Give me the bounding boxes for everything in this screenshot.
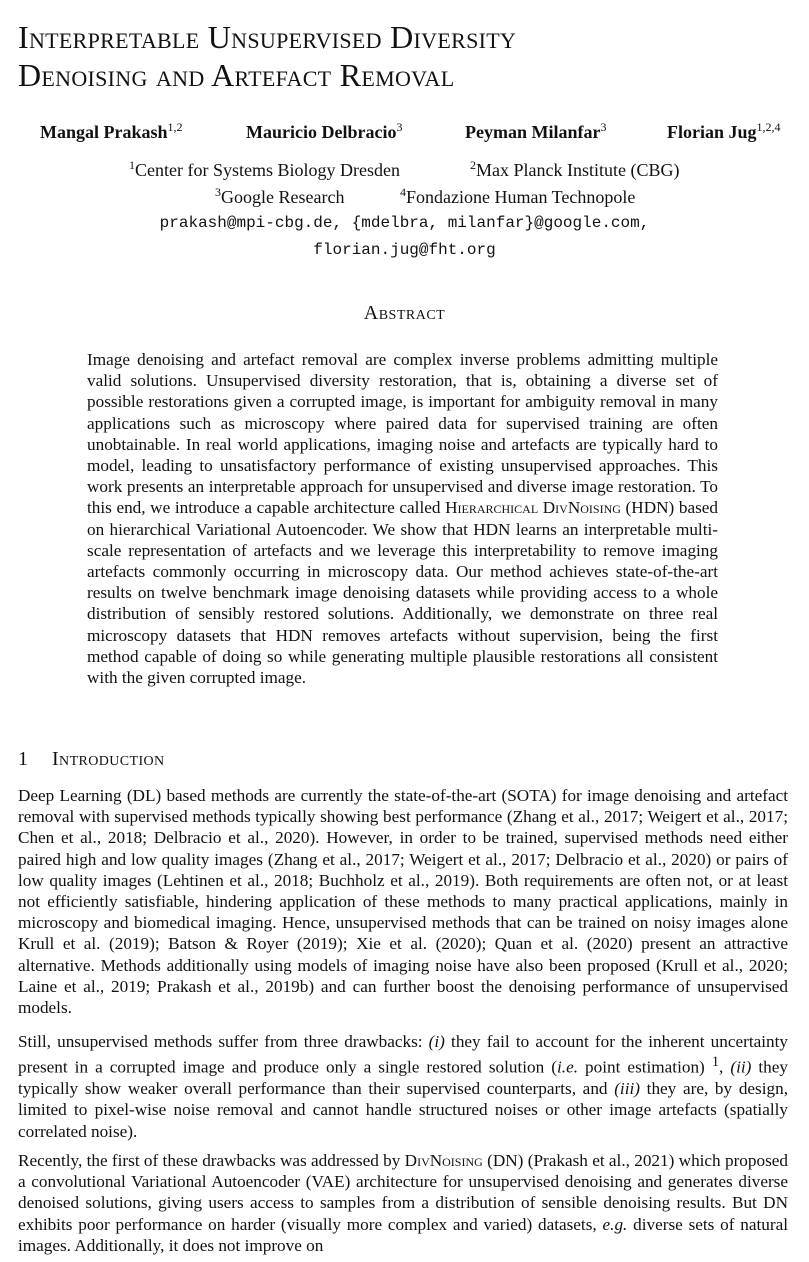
author-emails	[0, 210, 809, 264]
text-run: diverse sets of natural images. Additionally, it does not improve on	[18, 1214, 789, 1255]
author	[465, 120, 606, 143]
author-name: Peyman Milanfar	[465, 122, 601, 142]
affiliation-name: Google Research	[221, 187, 345, 207]
text-run: they fail to account for the inherent uncertainty present in a corrupted image and produce only a single restored solution (	[18, 1032, 788, 1077]
text-run: Still, unsupervised methods suffer from three drawbacks:	[18, 1032, 429, 1051]
intro-paragraph-3	[18, 1150, 788, 1256]
text-run: Recently, the first of these drawbacks was addressed by	[18, 1151, 405, 1170]
italic-abbreviation: i.e.	[557, 1057, 578, 1077]
intro-paragraph-2	[18, 1031, 788, 1142]
author-affiliation-marker: 1,2	[167, 120, 183, 134]
section-number: 1	[18, 748, 28, 770]
email-line-1: prakash@mpi-cbg.de, {mdelbra, milanfar}@google.com,	[159, 214, 650, 232]
author-affiliation-marker: 1,2,4	[756, 120, 781, 134]
affiliation	[400, 185, 635, 208]
text-run: point estimation)	[578, 1057, 712, 1077]
author	[667, 120, 781, 143]
affiliation	[129, 158, 400, 181]
text-run: (DN) (Prakash et al., 2021) which proposed a convolutional Variational Autoencoder (VAE) architecture for unsupervised denoising and generates diverse denoised solutions, giving users access to samples from a distribution of sensible denoising results. But DN exhibits poor performance on harder (visually more complex and varied) datasets,	[18, 1151, 788, 1234]
math-marker: (iii)	[614, 1079, 640, 1099]
author-affiliation-marker: 3	[396, 120, 403, 134]
affiliation-name: Max Planck Institute (CBG)	[476, 160, 680, 180]
text-run: they typically show weaker overall performance than their supervised counterparts, and	[18, 1057, 789, 1099]
affiliation-marker: 3	[215, 185, 221, 199]
italic-abbreviation: e.g.	[602, 1214, 628, 1234]
abstract-text	[87, 349, 718, 688]
affiliation-name: Fondazione Human Technopole	[406, 187, 636, 207]
affiliation	[470, 158, 679, 181]
affiliation-marker: 2	[470, 158, 476, 172]
math-marker: (ii)	[730, 1057, 752, 1077]
author-list	[40, 120, 800, 144]
intro-paragraph-1: Deep Learning (DL) based methods are currently the state-of-the-art (SOTA) for image denoising and artefact removal with supervised methods typically showing best performance (Zhang et al., 2017; Weigert et al., 2017; Chen et al., 2018; Delbracio et al., 2020). However, in order to be trained, supervised methods need either paired high and low quality images (Zhang et al., 2017; Weigert et al., 2017; Delbracio et al., 2020) or pairs of low quality images (Lehtinen et al., 2018; Buchholz et al., 2019). Both requirements are often not, or at least not efficiently satisfiable, hindering application of these methods to many practical applications, mainly in microscopy and biomedical imaging. Hence, unsupervised methods that can be trained on noisy images alone Krull et al. (2019); Batson & Royer (2019); Xie et al. (2020); Quan et al. (2020) present an attractive alternative. Methods additionally using models of imaging noise have also been proposed (Krull et al., 2020; Laine et al., 2019; Prakash et al., 2019b) and can further boost the denoising performance of unsupervised models.	[18, 786, 788, 1018]
method-name: DivNoising	[404, 1151, 483, 1170]
text-run: ,	[719, 1057, 731, 1077]
author	[40, 120, 183, 143]
author-name: Mangal Prakash	[40, 122, 168, 142]
paper-title-line-1: Interpretable Unsupervised Diversity	[18, 19, 517, 55]
abstract-text-part: (HDN) based on hierarchical Variational Autoencoder. We show that HDN learns an interpretable multi-scale representation of artefacts and we leverage this interpretability to remove imaging artefacts commonly occurring in microscopy data. Our method achieves state-of-the-art results on twelve benchmark image denoising datasets while providing access to a whole distribution of sensibly restored solutions. Additionally, we demonstrate on three real microscopy datasets that HDN removes artefacts without supervision, being the first method capable of doing so while generating multiple plausible restorations all consistent with the given corrupted image.	[87, 498, 718, 688]
paper-title-line-2: Denoising and Artefact Removal	[18, 57, 455, 93]
section-title: Introduction	[52, 748, 165, 770]
method-name: Hierarchical DivNoising	[445, 498, 621, 518]
email-line-2: florian.jug@fht.org	[313, 241, 496, 259]
affiliation-marker: 4	[400, 185, 406, 199]
text-run: they are, by design, limited to pixel-wise noise removal and cannot handle structured noises or other image artefacts (spatially correlated noise).	[18, 1079, 788, 1141]
affiliation-marker: 1	[129, 158, 135, 172]
paper-title	[18, 18, 788, 94]
abstract-text-part: Image denoising and artefact removal are complex inverse problems admitting multiple valid solutions. Unsupervised diversity restoration, that is, obtaining a diverse set of possible restorations given a corrupted image, is important for ambiguity removal in many applications such as microscopy where paired data for supervised training are often unobtainable. In real world applications, imaging noise and artefacts are typically hard to model, leading to unsatisfactory performance of existing unsupervised approaches. This work presents an interpretable approach for unsupervised and diverse image restoration. To this end, we introduce a capable architecture called	[87, 350, 718, 518]
math-marker: (i)	[428, 1032, 445, 1051]
section-heading-introduction	[18, 748, 788, 771]
author-affiliation-marker: 3	[600, 120, 607, 134]
affiliation-name: Center for Systems Biology Dresden	[135, 160, 400, 180]
author-name: Mauricio Delbracio	[246, 122, 397, 142]
abstract-heading: Abstract	[363, 302, 446, 324]
author-name: Florian Jug	[667, 122, 757, 142]
affiliation	[215, 185, 344, 208]
footnote-marker[interactable]: 1	[711, 1054, 719, 1071]
author	[246, 120, 402, 143]
